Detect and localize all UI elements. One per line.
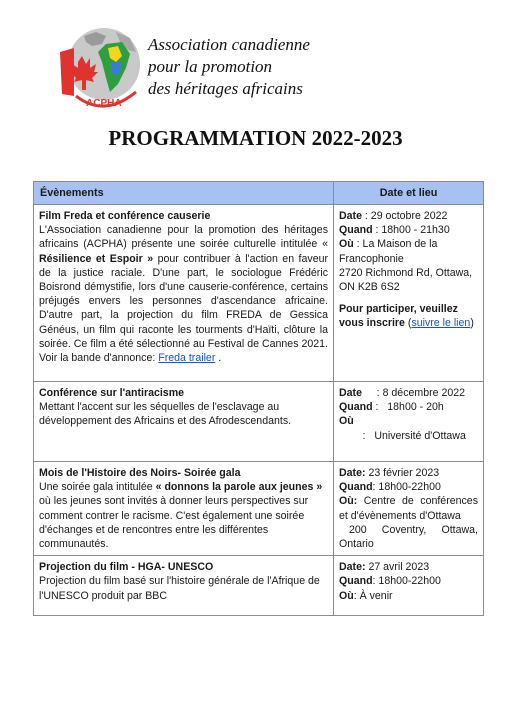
event-description: Mettant l'accent sur les séquelles de l'esclavage au développement des Africains et des Afrodescendants. bbox=[39, 401, 292, 428]
location-value: : Université d'Ottawa bbox=[339, 429, 466, 442]
header bbox=[56, 22, 356, 122]
location-label: Où: bbox=[339, 495, 358, 508]
event-date-cell bbox=[334, 205, 484, 382]
org-name-line2: pour la promotion bbox=[148, 57, 273, 76]
date-label: Date bbox=[339, 387, 362, 399]
location-value: : À venir bbox=[353, 589, 393, 602]
paren-close: ) bbox=[470, 317, 474, 330]
event-date-cell bbox=[334, 382, 484, 462]
table-header-row bbox=[34, 182, 484, 205]
event-description: Une soirée gala intitulée bbox=[39, 481, 156, 494]
time-value: : 18h00 - 21h30 bbox=[372, 224, 450, 237]
event-description-continued: où les jeunes sont invités à donner leurs perspectives sur comment contrer le racisme. C'est également une soirée d'échanges et de rencontres entre les différentes communautés. bbox=[39, 495, 309, 551]
time-value: : 18h00 - 20h bbox=[372, 401, 444, 414]
event-description: L'Association canadienne pour la promotion des héritages africains (ACPHA) présente une soirée culturelle intitulée « bbox=[39, 224, 328, 251]
date-value: : 8 décembre 2022 bbox=[361, 387, 466, 399]
org-name-line3: des héritages africains bbox=[148, 79, 303, 98]
location-value: Centre de conférences et d'évènements d'Ottawa bbox=[339, 495, 478, 522]
time-value: : 18h00-22h00 bbox=[372, 481, 441, 494]
event-title: Film Freda et conférence causerie bbox=[39, 210, 211, 222]
event-description: Projection du film basé sur l'histoire générale de l'Afrique de l'UNESCO produit par BBC bbox=[39, 575, 320, 602]
address: 2720 Richmond Rd, Ottawa, ON K2B 6S2 bbox=[339, 266, 473, 294]
date-label: Date bbox=[339, 210, 362, 222]
event-description-cell bbox=[34, 382, 334, 462]
location-label: Où bbox=[339, 415, 354, 428]
location-label: Où bbox=[339, 589, 354, 602]
page-title: PROGRAMMATION 2022-2023 bbox=[108, 126, 403, 150]
organization-name bbox=[148, 34, 310, 100]
event-description-cell bbox=[34, 205, 334, 382]
registration-text: Pour participer, veuillez vous inscrire bbox=[339, 303, 458, 330]
event-date-cell bbox=[334, 462, 484, 556]
registration-link[interactable]: suivre le lien bbox=[411, 317, 471, 330]
event-description-cell bbox=[34, 462, 334, 556]
event-description-cell bbox=[34, 556, 334, 616]
event-title: Projection du film - HGA- UNESCO bbox=[39, 561, 214, 574]
date-value: : 29 octobre 2022 bbox=[361, 210, 448, 222]
time-label: Quand bbox=[339, 224, 373, 237]
event-title: Conférence sur l'antiracisme bbox=[39, 387, 185, 399]
table-row bbox=[34, 205, 484, 382]
event-title: Mois de l'Histoire des Noirs- Soirée gala bbox=[39, 467, 241, 479]
date-value: 27 avril 2023 bbox=[365, 561, 430, 574]
org-name-line1: Association canadienne bbox=[148, 35, 310, 54]
event-description-continued: pour contribuer à l'action en faveur de la justice raciale. D'une part, le sociologue Frédéric Boisrond démystifie, lors d'une causerie-conférence, certains préjugés envers les personnes d'ascendance africaine. D'autre part, la projection du film FREDA de Gessica Généus, un film qui raconte les tourments d'Haïti, clôture la soirée. Ce film a été sélectionné au Festival de Cannes 2021. Voir la bande d'annonce: bbox=[39, 252, 328, 365]
table-row bbox=[34, 556, 484, 616]
address: 200 Coventry, Ottawa, Ontario bbox=[339, 523, 478, 551]
column-header-events: Évènements bbox=[34, 182, 334, 205]
program-table bbox=[33, 181, 484, 616]
table-row bbox=[34, 382, 484, 462]
table-row bbox=[34, 462, 484, 556]
paren-open: ( bbox=[404, 317, 412, 330]
date-label: Date: bbox=[339, 467, 366, 479]
freda-trailer-link[interactable]: Freda trailer bbox=[158, 352, 216, 365]
logo-text: ACPHA bbox=[86, 98, 122, 109]
time-label: Quand bbox=[339, 401, 373, 414]
date-value: 23 février 2023 bbox=[365, 467, 440, 479]
location-label: Où bbox=[339, 238, 354, 251]
event-highlight: « donnons la parole aux jeunes » bbox=[155, 481, 323, 494]
acpha-logo-icon bbox=[56, 22, 148, 118]
time-value: : 18h00-22h00 bbox=[372, 575, 441, 588]
event-description-end: . bbox=[215, 352, 222, 365]
column-header-date: Date et lieu bbox=[334, 182, 484, 205]
date-label: Date: bbox=[339, 561, 366, 574]
time-label: Quand bbox=[339, 481, 373, 494]
event-highlight: Résilience et Espoir » bbox=[39, 252, 154, 265]
time-label: Quand bbox=[339, 575, 373, 588]
location-value: : La Maison de la Francophonie bbox=[339, 238, 438, 265]
event-date-cell bbox=[334, 556, 484, 616]
